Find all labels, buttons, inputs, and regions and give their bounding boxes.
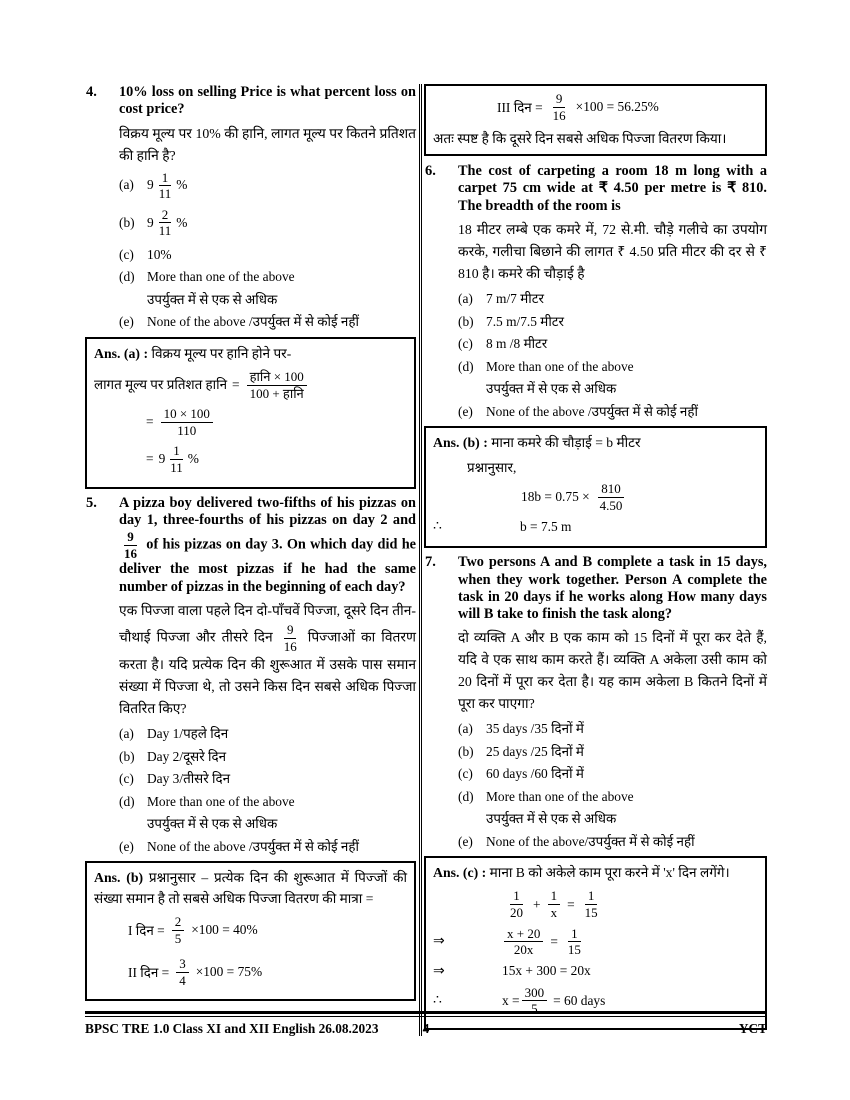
option-e [119,836,416,859]
option-value: More than one of the above [486,358,634,374]
option-value: 10% [147,246,172,262]
fraction [504,926,543,958]
option-letter: (b) [119,748,135,764]
option-b [458,311,767,334]
conclusion-text: अतः स्पष्ट है कि दूसरे दिन सबसे अधिक पिज्जा वितरण किया। [433,131,727,147]
math-text: II दिन = [128,965,170,981]
option-d-hindi: उपर्युक्त में से एक से अधिक [486,811,617,827]
option-letter: (c) [458,766,473,782]
answer-intro: माना B को अकेले काम पूरा करने में 'x' दिन लगेंगे। [489,865,730,881]
fraction-numerator: x + 20 [504,926,543,943]
options-list [119,723,416,858]
answer-line [433,862,758,883]
fraction [582,888,601,920]
answer-box-q5 [85,861,416,1001]
fraction-denominator: 5 [531,1001,538,1017]
question-7 [424,554,767,853]
option-letter: (e) [458,403,473,419]
mixed-whole: 9 [147,214,154,230]
math-line [146,443,407,475]
option-value: 7.5 m/7.5 मीटर [486,313,565,329]
fraction-numerator: हानि × 100 [247,369,307,386]
option-letter: (d) [119,269,135,285]
implies-sign: ⇒ [433,934,445,950]
question-4 [85,84,416,334]
right-column [424,84,767,1036]
equals-sign: = [146,414,154,430]
fraction-numerator: 810 [598,481,624,498]
fraction [121,529,140,561]
page-footer [85,1011,767,1037]
fraction-denominator: 20x [513,942,534,958]
question-number: 7. [425,554,436,571]
fraction-numerator: 1 [510,888,523,905]
fraction-denominator: 11 [158,223,172,239]
option-a [458,718,767,741]
fraction-denominator: 5 [174,930,182,946]
fraction-denominator: 110 [177,422,197,438]
math-line [128,956,407,988]
math-line [497,91,758,123]
question-6 [424,163,767,423]
fraction [156,170,175,202]
footer-book-title: BPSC TRE 1.0 Class XI and XII English 26.08.2023 [85,1021,379,1036]
math-text: ×100 = 40% [191,922,258,938]
option-c [119,244,416,267]
option-value: None of the above /उपर्युक्त में से कोई नहीं [147,838,359,854]
option-c [458,333,767,356]
math-text: 18b = 0.75 × [521,489,590,505]
option-value: 35 days /35 दिनों में [486,721,584,737]
option-value: Day 2/दूसरे दिन [147,748,227,764]
fraction-denominator: 4 [179,972,186,988]
implies-sign: ⇒ [433,963,445,979]
option-b [119,746,416,769]
math-text: III दिन = [497,100,543,116]
fraction-denominator: 15 [567,942,581,958]
question-body [458,554,767,853]
equals-sign: = [550,933,558,949]
question-body [119,495,416,859]
math-text: x = [502,992,520,1008]
answer-line [94,343,407,364]
answer-continuation-box [424,84,767,156]
math-text: ×100 = 75% [195,964,263,980]
percent-sign: % [176,177,188,193]
math-line [128,914,407,946]
question-text-english: The cost of carpeting a room 18 m long with a carpet 75 cm wide at ₹ 4.50 per metre is ₹ 810. The breadth of the room is [458,163,767,214]
option-letter: (d) [458,788,474,804]
option-value: More than one of the above [147,269,295,285]
answer-line [433,432,758,453]
fraction-denominator: 16 [283,638,297,654]
fraction-numerator: 2 [159,207,172,224]
option-letter: (e) [119,314,134,330]
options-list [458,718,767,853]
fraction [156,207,175,239]
option-value: None of the above /उपर्युक्त में से कोई नहीं [147,314,359,330]
fraction-numerator: 300 [522,985,548,1002]
math-line [433,518,758,535]
fraction-denominator: 11 [170,459,183,475]
math-line [146,406,407,438]
option-value: 25 days /25 दिनों में [486,743,584,759]
fraction-numerator: 9 [284,622,297,639]
option-value [147,207,416,239]
option-letter: (d) [119,793,135,809]
fraction-denominator: 15 [584,905,598,921]
option-value: 7 m/7 मीटर [486,291,544,307]
option-letter: (b) [119,214,135,230]
fraction [161,406,213,438]
math-text: b = 7.5 m [520,518,572,534]
option-letter: (b) [458,743,474,759]
fraction-denominator: 4.50 [599,497,623,513]
question-text-english: 10% loss on selling Price is what percent loss on cost price? [119,84,416,118]
option-d [119,791,416,814]
answer-box-q6 [424,426,767,548]
column-divider [419,84,422,1036]
answer-label: Ans. (c) : [433,865,487,881]
option-value: None of the above /उपर्युक्त में से कोई नहीं [486,403,698,419]
therefore-sign: ∴ [433,519,442,535]
option-value: 60 days /60 दिनों में [486,766,584,782]
math-text: लागत मूल्य पर प्रतिशत हानि [94,377,228,393]
option-d [458,356,767,379]
footer-publisher: YCT [738,1021,767,1036]
option-value: More than one of the above [486,788,634,804]
left-column [85,84,416,1036]
option-a [119,170,416,202]
answer-line [94,867,407,909]
equation-group [502,926,586,958]
option-d-hindi: उपर्युक्त में से एक से अधिक [147,291,278,307]
question-number: 6. [425,163,436,180]
option-value: More than one of the above [147,793,295,809]
question-text-part: एक पिज्जा वाला पहले दिन दो-पाँचवें पिज्जा, दूसरे दिन तीन-चौथाई पिज्जा और तीसरे दिन [119,602,416,645]
fraction [281,622,300,654]
option-e [458,831,767,854]
option-a [119,723,416,746]
question-number: 4. [86,84,97,100]
fraction-numerator: 1 [585,888,598,905]
mixed-number [159,443,199,475]
option-a [458,288,767,311]
fraction-numerator: 9 [553,91,566,108]
option-letter: (e) [119,838,134,854]
option-letter: (e) [458,833,473,849]
option-value [147,170,416,202]
mixed-whole: 9 [158,451,166,467]
question-number: 5. [86,494,97,511]
option-letter: (c) [458,336,473,352]
answer-label: Ans. (a) : [94,345,149,361]
fraction-numerator: 1 [159,170,172,187]
answer-box-q7 [424,856,767,1030]
fraction [176,956,189,988]
option-b [458,741,767,764]
option-letter: (a) [119,726,134,742]
option-d-hindi: उपर्युक्त में से एक से अधिक [147,816,278,832]
option-d-hindi: उपर्युक्त में से एक से अधिक [486,381,617,397]
option-letter: (b) [458,313,474,329]
option-c [119,768,416,791]
option-letter: (c) [119,246,134,262]
fraction-denominator: 16 [124,545,137,561]
option-b [119,207,416,239]
footer-rule-thick [85,1011,767,1014]
plus-sign: + [533,896,541,912]
option-letter: (a) [458,291,473,307]
fraction [550,91,569,123]
fraction-numerator: 9 [124,529,137,546]
math-line [433,926,758,958]
fraction [167,443,186,475]
fraction [247,369,307,401]
fraction-denominator: 16 [552,107,566,123]
fraction-numerator: 3 [176,956,189,973]
fraction-numerator: 1 [568,926,581,943]
math-text: प्रश्नानुसार, [467,460,517,476]
math-text: ×100 = 56.25% [575,99,659,115]
fraction [565,926,584,958]
option-value: None of the above/उपर्युक्त में से कोई नहीं [486,833,695,849]
question-text-hindi: 18 मीटर लम्बे एक कमरे में, 72 से.मी. चौड़े गलीचे का उपयोग करके, गलीचा बिछाने की लागत ₹ 4.50 प्रति मीटर की दर से ₹ 810 है। कमरे की चौड़ाई है [458,222,767,282]
option-d [458,786,767,809]
question-body [119,84,416,334]
question-body [458,163,767,423]
option-letter: (a) [458,721,473,737]
math-line [505,888,758,920]
question-text-part: of his pizzas on day 3. On which day did he deliver the most pizzas if he had the same number of pizzas in the beginning of each day? [119,536,417,595]
option-value: Day 1/पहले दिन [147,726,229,742]
question-5 [85,495,416,859]
math-text: = 60 days [553,992,606,1008]
question-text-hindi: विक्रय मूल्य पर 10% की हानि, लागत मूल्य पर कितने प्रतिशत की हानि है? [119,125,416,163]
page-content [85,84,767,1036]
fraction-denominator: x [550,905,558,921]
math-line [94,369,407,401]
option-e [119,311,416,334]
option-letter: (d) [458,358,474,374]
option-letter: (c) [119,771,134,787]
math-line [467,458,758,476]
footer-row [85,1017,767,1037]
equals-sign: = [232,377,240,393]
footer-page-number: 4 [422,1021,430,1036]
fraction [172,914,185,946]
answer-label: Ans. (b) : [433,435,488,451]
question-text-hindi: दो व्यक्ति A और B एक काम को 15 दिनों में पूरा कर देते हैं, यदि वे एक साथ काम करते हैं। व्यक्ति A अकेला उसी काम को 20 दिनों में पूरा कर देता है। यह काम अकेला B कितने दिनों में पूरा कर पाएगा? [458,630,767,712]
math-text: I दिन = [128,923,165,939]
fraction-numerator: 1 [170,443,183,460]
question-text-part: पिज्जाओं का वितरण करता है। यदि प्रत्येक दिन की शुरूआत में उसके पास समान संख्या में पिज्जा थे, तो उसने किस दिन सबसे अधिक पिज्जा वितरित किए? [119,629,417,717]
fraction-denominator: 11 [158,186,172,202]
option-value: Day 3/तीसरे दिन [147,771,231,787]
question-text-english [119,495,416,596]
answer-label: Ans. (b) [94,870,144,886]
options-list [119,170,416,334]
percent-sign: % [176,214,188,230]
percent-sign: % [187,451,199,467]
fraction-denominator: 100 + हानि [249,385,304,401]
option-letter: (a) [119,177,134,193]
math-line [433,963,758,980]
option-c [458,763,767,786]
answer-intro: प्रश्नानुसार – प्रत्येक दिन की शुरूआत में पिज्जों की संख्या समान है तो सबसे अधिक पिज्जा वितरण की मात्रा = [94,870,407,907]
option-e [458,401,767,424]
option-value: 8 m /8 मीटर [486,336,548,352]
answer-intro: माना कमरे की चौड़ाई = b मीटर [491,435,641,451]
math-line [521,481,758,513]
question-text-english: Two persons A and B complete a task in 15 days, when they work together. Person A complete the task in 20 days if he works along How many days will B take to finish the task along? [458,554,767,623]
option-d [119,266,416,289]
fraction-numerator: 2 [172,914,185,931]
fraction-numerator: 1 [548,888,561,905]
fraction-numerator: 10 × 100 [161,406,213,423]
equals-sign: = [567,896,575,912]
math-text: 15x + 300 = 20x [502,963,591,979]
fraction [548,888,561,920]
therefore-sign: ∴ [433,993,442,1009]
fraction [597,481,626,513]
answer-box-q4 [85,337,416,489]
options-list [458,288,767,423]
fraction-denominator: 20 [510,905,523,921]
fraction [507,888,526,920]
mixed-whole: 9 [147,177,154,193]
question-text-part: A pizza boy delivered two-fifths of his pizzas on day 1, three-fourths of his pizzas on day 2 and [119,494,416,528]
question-text-hindi [119,600,416,720]
equals-sign: = [146,451,154,467]
answer-intro: विक्रय मूल्य पर हानि होने पर- [151,345,292,361]
